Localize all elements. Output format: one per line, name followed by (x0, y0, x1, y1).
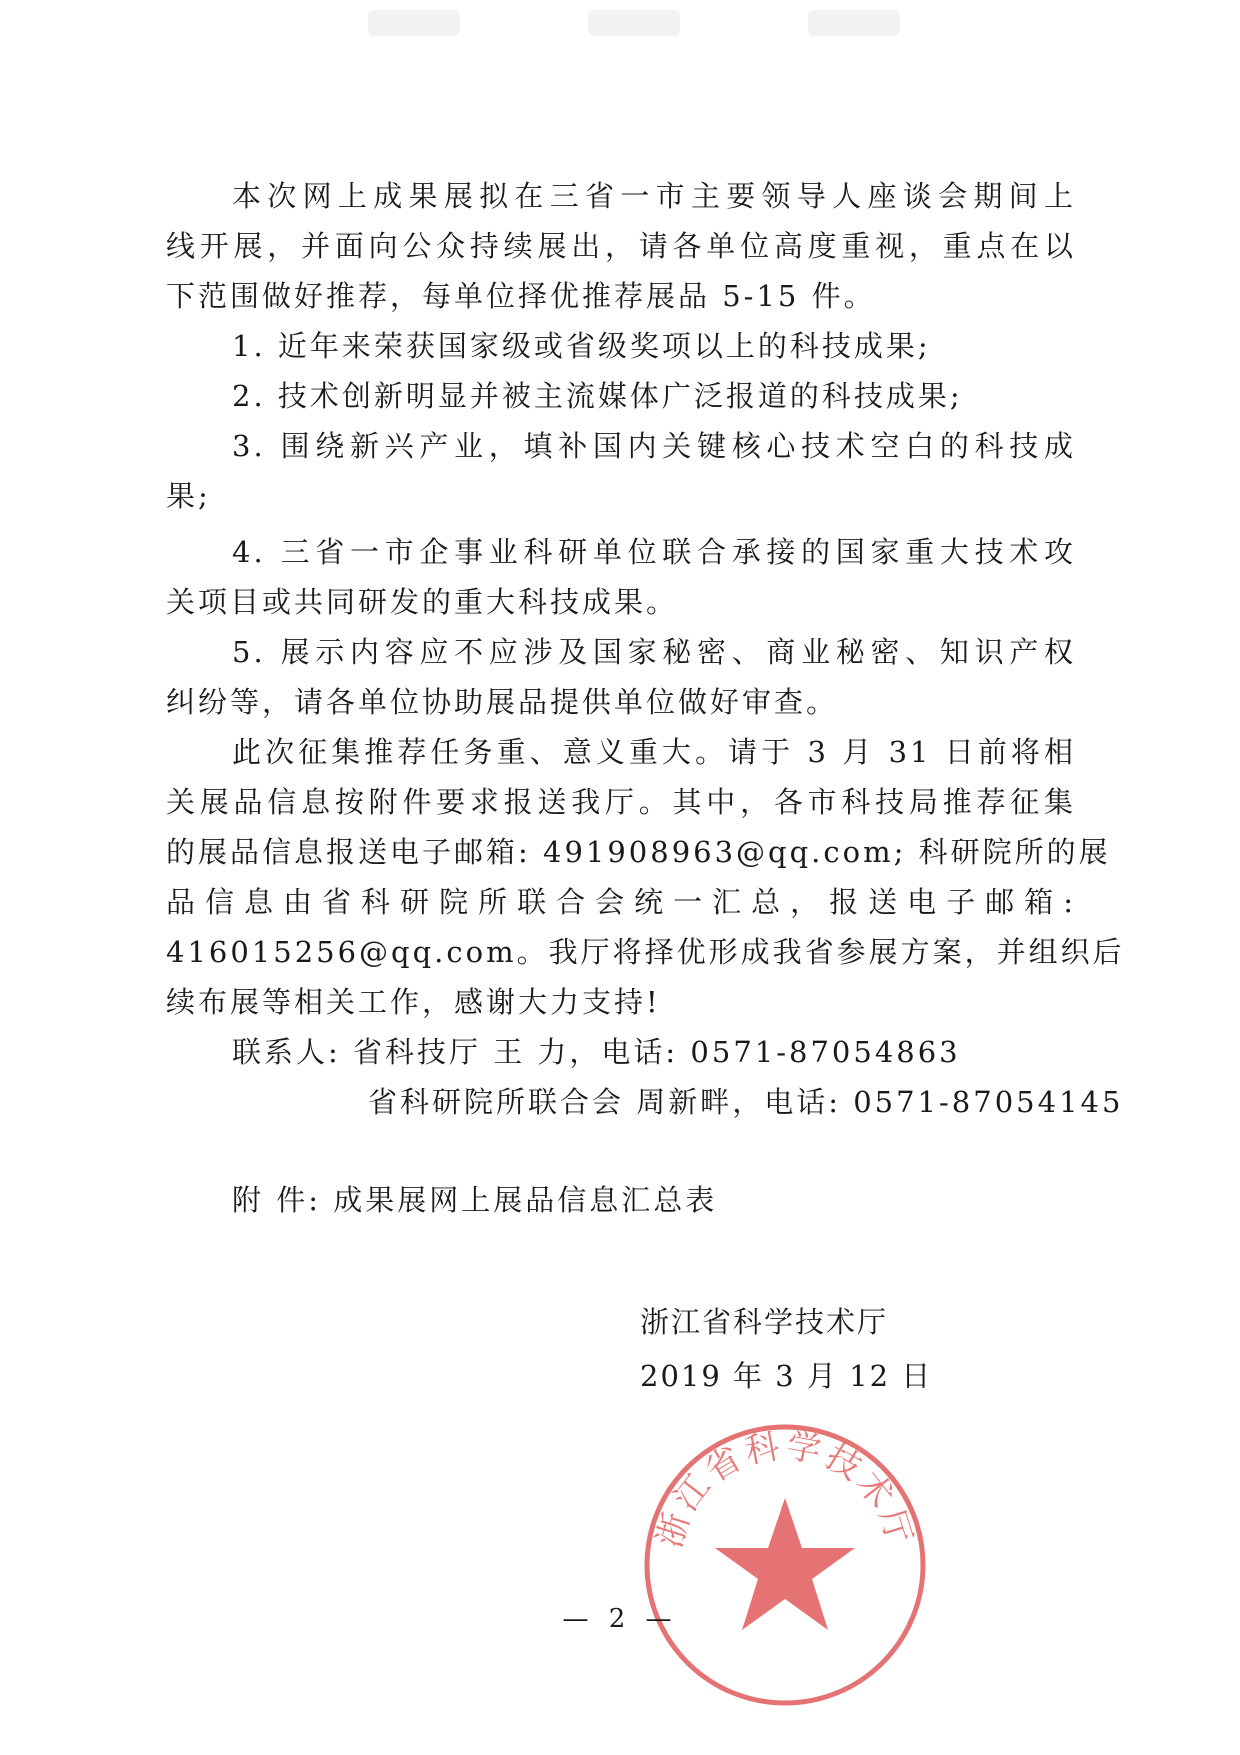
list-item: 4. 三省一市企事业科研单位联合承接的国家重大技术攻 (232, 535, 1076, 569)
signature-org: 浙江省科学技术厅 (640, 1305, 889, 1339)
body-line: 本次网上成果展拟在三省一市主要领导人座谈会期间上 (232, 179, 1076, 213)
body-line: 416015256@qq.com。我厅将择优形成我省参展方案，并组织后 (166, 935, 1125, 969)
scan-artifact (368, 10, 460, 36)
body-line: 关展品信息按附件要求报送我厅。其中，各市科技局推荐征集 (166, 785, 1076, 819)
attachment-line: 附 件: 成果展网上展品信息汇总表 (232, 1183, 718, 1217)
official-seal (640, 1420, 930, 1710)
contact-line: 省科研院所联合会 周新畔，电话: 0571-87054145 (368, 1085, 1124, 1119)
scan-artifact (588, 10, 680, 36)
list-item: 2. 技术创新明显并被主流媒体广泛报道的科技成果; (232, 379, 963, 413)
list-item: 纠纷等，请各单位协助展品提供单位做好审查。 (166, 685, 839, 719)
contact-line: 联系人: 省科技厅 王 力，电话: 0571-87054863 (232, 1035, 961, 1069)
list-item: 1. 近年来荣获国家级或省级奖项以上的科技成果; (232, 329, 931, 363)
list-item: 关项目或共同研发的重大科技成果。 (166, 585, 679, 619)
signature-date: 2019 年 3 月 12 日 (640, 1359, 933, 1393)
list-item: 果; (166, 479, 211, 513)
body-line: 品信息由省科研院所联合会统一汇总，报送电子邮箱: (166, 885, 1076, 919)
body-line: 下范围做好推荐，每单位择优推荐展品 5-15 件。 (166, 279, 876, 313)
body-line: 线开展，并面向公众持续展出，请各单位高度重视，重点在以 (166, 229, 1076, 263)
list-item: 5. 展示内容应不应涉及国家秘密、商业秘密、知识产权 (232, 635, 1076, 669)
body-line: 续布展等相关工作，感谢大力支持! (166, 985, 661, 1019)
body-line: 的展品信息报送电子邮箱: 491908963@qq.com; 科研院所的展 (166, 835, 1111, 869)
seal-icon (640, 1420, 930, 1710)
svg-text:浙江省科学技术厅: 浙江省科学技术厅 (649, 1425, 921, 1553)
scan-artifact (808, 10, 900, 36)
page-number: — 2 — (562, 1604, 678, 1634)
list-item: 3. 围绕新兴产业，填补国内关键核心技术空白的科技成 (232, 429, 1076, 463)
body-line: 此次征集推荐任务重、意义重大。请于 3 月 31 日前将相 (232, 735, 1076, 769)
